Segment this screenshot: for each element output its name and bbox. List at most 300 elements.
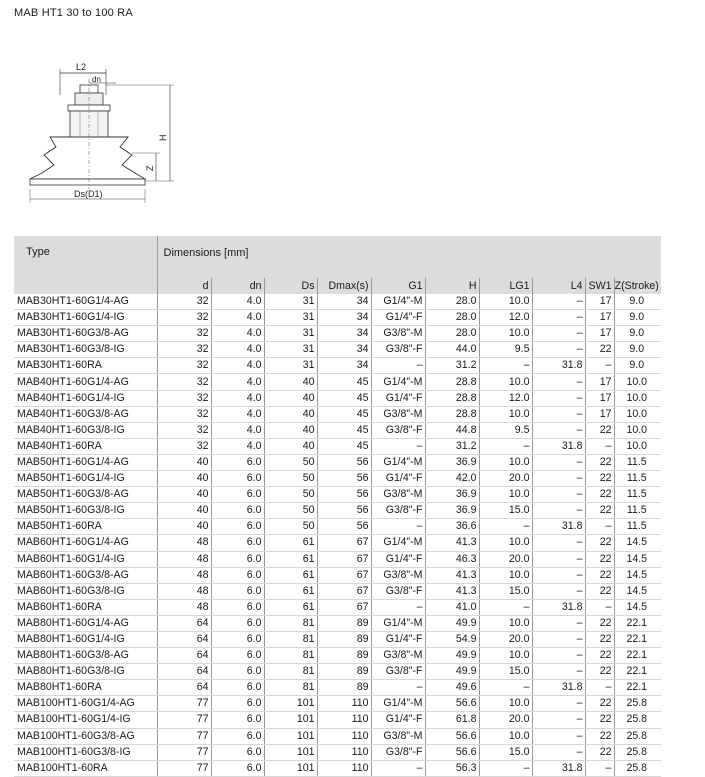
value-cell: 56 — [317, 487, 371, 503]
value-cell: – — [532, 664, 585, 680]
value-cell: – — [532, 615, 585, 631]
value-cell: 10.0 — [479, 294, 532, 310]
value-cell: 4.0 — [211, 406, 264, 422]
value-cell: 10.0 — [479, 567, 532, 583]
value-cell: 32 — [157, 294, 211, 310]
value-cell: – — [532, 583, 585, 599]
value-cell: 56 — [317, 454, 371, 470]
type-cell: MAB100HT1-60G3/8-IG — [14, 744, 157, 760]
type-cell: MAB60HT1-60G1/4-AG — [14, 535, 157, 551]
value-cell: – — [532, 390, 585, 406]
value-cell: 9.5 — [479, 342, 532, 358]
value-cell: 22 — [585, 471, 614, 487]
value-cell: 22 — [585, 648, 614, 664]
value-cell: 61 — [264, 599, 317, 615]
value-cell: 56.6 — [425, 696, 479, 712]
value-cell: 6.0 — [211, 487, 264, 503]
value-cell: 15.0 — [479, 503, 532, 519]
value-cell: 31.8 — [532, 358, 585, 374]
value-cell: 50 — [264, 454, 317, 470]
z-label: Z — [145, 165, 155, 171]
type-cell: MAB40HT1-60RA — [14, 438, 157, 454]
value-cell: – — [371, 599, 425, 615]
value-cell: 77 — [157, 696, 211, 712]
value-cell: 34 — [317, 358, 371, 374]
value-cell: 81 — [264, 680, 317, 696]
value-cell: 12.0 — [479, 390, 532, 406]
value-cell: 22 — [585, 454, 614, 470]
value-cell: 81 — [264, 664, 317, 680]
value-cell: G1/4"-M — [371, 374, 425, 390]
value-cell: – — [532, 567, 585, 583]
value-cell: 40 — [157, 454, 211, 470]
value-cell: – — [532, 310, 585, 326]
value-cell: 9.0 — [614, 310, 661, 326]
value-cell: G3/8"-F — [371, 342, 425, 358]
table-row — [14, 535, 661, 551]
type-cell: MAB80HT1-60G3/8-AG — [14, 648, 157, 664]
value-cell: 36.6 — [425, 519, 479, 535]
value-cell: – — [479, 438, 532, 454]
value-cell: 48 — [157, 599, 211, 615]
value-cell: 28.8 — [425, 390, 479, 406]
value-cell: 10.0 — [479, 406, 532, 422]
value-cell: 10.0 — [479, 728, 532, 744]
value-cell: 11.5 — [614, 454, 661, 470]
value-cell: 48 — [157, 551, 211, 567]
value-cell: 101 — [264, 712, 317, 728]
value-cell: 28.8 — [425, 406, 479, 422]
value-cell: 25.8 — [614, 728, 661, 744]
value-cell: 40 — [157, 519, 211, 535]
value-cell: 101 — [264, 696, 317, 712]
value-cell: – — [371, 760, 425, 776]
value-cell: 6.0 — [211, 631, 264, 647]
table-row — [14, 760, 661, 776]
value-cell: G1/4"-F — [371, 390, 425, 406]
value-cell: 28.8 — [425, 374, 479, 390]
value-cell: 56 — [317, 471, 371, 487]
value-cell: 10.0 — [614, 422, 661, 438]
value-cell: 4.0 — [211, 294, 264, 310]
value-cell: 41.0 — [425, 599, 479, 615]
value-cell: 22 — [585, 696, 614, 712]
value-cell: 22 — [585, 551, 614, 567]
value-cell: 31 — [264, 342, 317, 358]
value-cell: 46.3 — [425, 551, 479, 567]
value-cell: – — [532, 374, 585, 390]
value-cell: 40 — [157, 471, 211, 487]
value-cell: 40 — [264, 438, 317, 454]
value-cell: 49.9 — [425, 664, 479, 680]
type-cell: MAB80HT1-60G3/8-IG — [14, 664, 157, 680]
value-cell: 28.0 — [425, 294, 479, 310]
value-cell: G1/4"-M — [371, 696, 425, 712]
value-cell: 61 — [264, 567, 317, 583]
value-cell: 77 — [157, 712, 211, 728]
value-cell: 31 — [264, 294, 317, 310]
table-row — [14, 551, 661, 567]
type-cell: MAB100HT1-60RA — [14, 760, 157, 776]
type-cell: MAB100HT1-60G3/8-AG — [14, 728, 157, 744]
value-cell: 50 — [264, 487, 317, 503]
value-cell: 9.0 — [614, 326, 661, 342]
value-cell: 89 — [317, 648, 371, 664]
value-cell: 4.0 — [211, 438, 264, 454]
value-cell: 48 — [157, 567, 211, 583]
type-cell: MAB40HT1-60G1/4-AG — [14, 374, 157, 390]
value-cell: 110 — [317, 744, 371, 760]
value-cell: 6.0 — [211, 696, 264, 712]
value-cell: 22 — [585, 487, 614, 503]
value-cell: – — [532, 342, 585, 358]
value-cell: 40 — [157, 503, 211, 519]
value-cell: 6.0 — [211, 744, 264, 760]
value-cell: 25.8 — [614, 696, 661, 712]
value-cell: 67 — [317, 551, 371, 567]
value-cell: 56 — [317, 503, 371, 519]
value-cell: 89 — [317, 680, 371, 696]
value-cell: 20.0 — [479, 471, 532, 487]
value-cell: 48 — [157, 535, 211, 551]
table-row — [14, 599, 661, 615]
value-cell: 40 — [264, 422, 317, 438]
value-cell: 32 — [157, 390, 211, 406]
type-cell: MAB60HT1-60G3/8-IG — [14, 583, 157, 599]
value-cell: – — [585, 760, 614, 776]
value-cell: 12.0 — [479, 310, 532, 326]
value-cell: 6.0 — [211, 664, 264, 680]
table-row — [14, 503, 661, 519]
column-header: dn — [211, 278, 264, 294]
value-cell: 101 — [264, 760, 317, 776]
value-cell: 22 — [585, 712, 614, 728]
value-cell: – — [585, 438, 614, 454]
h-label: H — [158, 134, 168, 141]
table-row — [14, 454, 661, 470]
table-row — [14, 390, 661, 406]
value-cell: 22 — [585, 631, 614, 647]
value-cell: 61 — [264, 551, 317, 567]
value-cell: 17 — [585, 294, 614, 310]
table-row — [14, 519, 661, 535]
value-cell: G1/4"-F — [371, 712, 425, 728]
value-cell: 61.8 — [425, 712, 479, 728]
table-row — [14, 631, 661, 647]
value-cell: 22.1 — [614, 648, 661, 664]
value-cell: 81 — [264, 648, 317, 664]
value-cell: – — [532, 294, 585, 310]
value-cell: – — [371, 358, 425, 374]
value-cell: 6.0 — [211, 535, 264, 551]
value-cell: 49.6 — [425, 680, 479, 696]
table-row — [14, 406, 661, 422]
table-row — [14, 567, 661, 583]
value-cell: 36.9 — [425, 454, 479, 470]
column-header: L4 — [532, 278, 585, 294]
value-cell: 22 — [585, 728, 614, 744]
value-cell: G1/4"-F — [371, 310, 425, 326]
value-cell: 32 — [157, 422, 211, 438]
value-cell: 64 — [157, 615, 211, 631]
value-cell: 22 — [585, 503, 614, 519]
value-cell: 14.5 — [614, 583, 661, 599]
table-row — [14, 326, 661, 342]
value-cell: 10.0 — [614, 406, 661, 422]
dn-label: dn — [92, 75, 101, 84]
value-cell: 6.0 — [211, 760, 264, 776]
value-cell: 9.0 — [614, 358, 661, 374]
value-cell: 40 — [157, 487, 211, 503]
table-row — [14, 728, 661, 744]
table-row — [14, 438, 661, 454]
value-cell: 64 — [157, 680, 211, 696]
value-cell: 31.8 — [532, 599, 585, 615]
value-cell: 77 — [157, 728, 211, 744]
value-cell: – — [585, 680, 614, 696]
type-cell: MAB80HT1-60RA — [14, 680, 157, 696]
value-cell: 14.5 — [614, 535, 661, 551]
value-cell: 56.6 — [425, 728, 479, 744]
value-cell: G3/8"-F — [371, 503, 425, 519]
value-cell: – — [585, 519, 614, 535]
value-cell: 14.5 — [614, 567, 661, 583]
value-cell: 25.8 — [614, 712, 661, 728]
value-cell: 49.9 — [425, 615, 479, 631]
value-cell: – — [532, 728, 585, 744]
value-cell: 56.3 — [425, 760, 479, 776]
column-header: Dmax(s) — [317, 278, 371, 294]
value-cell: G3/8"-M — [371, 648, 425, 664]
type-cell: MAB50HT1-60G1/4-IG — [14, 471, 157, 487]
value-cell: – — [479, 760, 532, 776]
type-cell: MAB40HT1-60G1/4-IG — [14, 390, 157, 406]
type-cell: MAB40HT1-60G3/8-AG — [14, 406, 157, 422]
table-row — [14, 664, 661, 680]
value-cell: 6.0 — [211, 583, 264, 599]
value-cell: 22 — [585, 583, 614, 599]
value-cell: 32 — [157, 310, 211, 326]
value-cell: 67 — [317, 599, 371, 615]
value-cell: G1/4"-M — [371, 454, 425, 470]
value-cell: 14.5 — [614, 551, 661, 567]
value-cell: G1/4"-F — [371, 631, 425, 647]
value-cell: 34 — [317, 342, 371, 358]
type-cell: MAB80HT1-60G1/4-AG — [14, 615, 157, 631]
value-cell: 11.5 — [614, 471, 661, 487]
column-header: Z(Stroke) — [614, 278, 661, 294]
value-cell: 89 — [317, 631, 371, 647]
value-cell: 22 — [585, 615, 614, 631]
value-cell: 32 — [157, 374, 211, 390]
value-cell: 22.1 — [614, 615, 661, 631]
value-cell: G1/4"-M — [371, 615, 425, 631]
value-cell: 20.0 — [479, 712, 532, 728]
value-cell: 25.8 — [614, 760, 661, 776]
value-cell: 45 — [317, 390, 371, 406]
table-row — [14, 680, 661, 696]
suction-cup-drawing — [20, 55, 180, 205]
value-cell: G3/8"-M — [371, 728, 425, 744]
value-cell: 17 — [585, 390, 614, 406]
table-row — [14, 583, 661, 599]
column-header: SW1 — [585, 278, 614, 294]
value-cell: G1/4"-M — [371, 294, 425, 310]
table-row — [14, 374, 661, 390]
l2-label: L2 — [76, 62, 87, 72]
value-cell: – — [532, 487, 585, 503]
type-cell: MAB30HT1-60G1/4-AG — [14, 294, 157, 310]
dimensions-table — [14, 236, 661, 777]
value-cell: 42.0 — [425, 471, 479, 487]
column-header: G1 — [371, 278, 425, 294]
value-cell: – — [532, 422, 585, 438]
value-cell: – — [532, 712, 585, 728]
value-cell: 77 — [157, 760, 211, 776]
value-cell: 50 — [264, 471, 317, 487]
column-header: d — [157, 278, 211, 294]
value-cell: 110 — [317, 728, 371, 744]
value-cell: 31.8 — [532, 680, 585, 696]
value-cell: 61 — [264, 583, 317, 599]
value-cell: 10.0 — [479, 615, 532, 631]
value-cell: 56 — [317, 519, 371, 535]
value-cell: 22 — [585, 567, 614, 583]
value-cell: 22.1 — [614, 664, 661, 680]
value-cell: 9.0 — [614, 294, 661, 310]
value-cell: 67 — [317, 567, 371, 583]
value-cell: – — [371, 680, 425, 696]
value-cell: 17 — [585, 406, 614, 422]
value-cell: 9.5 — [479, 422, 532, 438]
value-cell: 40 — [264, 390, 317, 406]
value-cell: 22 — [585, 664, 614, 680]
ds-label: Ds(D1) — [74, 189, 103, 199]
value-cell: – — [371, 438, 425, 454]
table-row — [14, 615, 661, 631]
type-cell: MAB50HT1-60G1/4-AG — [14, 454, 157, 470]
value-cell: – — [532, 696, 585, 712]
value-cell: 61 — [264, 535, 317, 551]
value-cell: 56.6 — [425, 744, 479, 760]
value-cell: 32 — [157, 406, 211, 422]
value-cell: 10.0 — [479, 326, 532, 342]
value-cell: 45 — [317, 438, 371, 454]
value-cell: 22.1 — [614, 680, 661, 696]
value-cell: 10.0 — [479, 648, 532, 664]
value-cell: 6.0 — [211, 599, 264, 615]
type-cell: MAB40HT1-60G3/8-IG — [14, 422, 157, 438]
value-cell: 14.5 — [614, 599, 661, 615]
type-cell: MAB50HT1-60RA — [14, 519, 157, 535]
value-cell: 4.0 — [211, 374, 264, 390]
value-cell: – — [532, 551, 585, 567]
value-cell: G1/4"-M — [371, 535, 425, 551]
value-cell: 20.0 — [479, 551, 532, 567]
value-cell: 6.0 — [211, 551, 264, 567]
type-cell: MAB30HT1-60G1/4-IG — [14, 310, 157, 326]
value-cell: 11.5 — [614, 519, 661, 535]
value-cell: G3/8"-M — [371, 326, 425, 342]
value-cell: G3/8"-F — [371, 744, 425, 760]
value-cell: 40 — [264, 374, 317, 390]
table-row — [14, 342, 661, 358]
value-cell: 10.0 — [479, 454, 532, 470]
value-cell: 67 — [317, 583, 371, 599]
value-cell: 6.0 — [211, 712, 264, 728]
value-cell: 64 — [157, 631, 211, 647]
column-header: H — [425, 278, 479, 294]
value-cell: 10.0 — [479, 696, 532, 712]
value-cell: 34 — [317, 294, 371, 310]
type-cell: MAB50HT1-60G3/8-IG — [14, 503, 157, 519]
value-cell: 32 — [157, 342, 211, 358]
value-cell: 6.0 — [211, 680, 264, 696]
value-cell: 48 — [157, 583, 211, 599]
value-cell: 49.9 — [425, 648, 479, 664]
value-cell: 9.0 — [614, 342, 661, 358]
value-cell: 15.0 — [479, 664, 532, 680]
value-cell: 6.0 — [211, 615, 264, 631]
value-cell: 6.0 — [211, 519, 264, 535]
table-row — [14, 471, 661, 487]
value-cell: 15.0 — [479, 583, 532, 599]
type-cell: MAB60HT1-60G3/8-AG — [14, 567, 157, 583]
value-cell: 31.2 — [425, 438, 479, 454]
value-cell: 22 — [585, 535, 614, 551]
value-cell: 41.3 — [425, 567, 479, 583]
type-cell: MAB60HT1-60G1/4-IG — [14, 551, 157, 567]
type-cell: MAB100HT1-60G1/4-AG — [14, 696, 157, 712]
table-row — [14, 648, 661, 664]
value-cell: – — [532, 535, 585, 551]
value-cell: G3/8"-F — [371, 422, 425, 438]
table-row — [14, 310, 661, 326]
value-cell: 50 — [264, 503, 317, 519]
value-cell: 101 — [264, 728, 317, 744]
value-cell: – — [479, 358, 532, 374]
value-cell: – — [532, 406, 585, 422]
value-cell: 36.9 — [425, 487, 479, 503]
value-cell: 6.0 — [211, 728, 264, 744]
type-cell: MAB100HT1-60G1/4-IG — [14, 712, 157, 728]
value-cell: 81 — [264, 631, 317, 647]
value-cell: – — [532, 744, 585, 760]
value-cell: G1/4"-F — [371, 471, 425, 487]
table-row — [14, 696, 661, 712]
type-cell: MAB30HT1-60RA — [14, 358, 157, 374]
value-cell: 6.0 — [211, 471, 264, 487]
table-row — [14, 487, 661, 503]
value-cell: 44.8 — [425, 422, 479, 438]
value-cell: G3/8"-F — [371, 664, 425, 680]
value-cell: 31.8 — [532, 760, 585, 776]
page-title: MAB HT1 30 to 100 RA — [14, 7, 133, 19]
value-cell: – — [532, 503, 585, 519]
column-header: Ds — [264, 278, 317, 294]
value-cell: 31 — [264, 310, 317, 326]
value-cell: 31.8 — [532, 519, 585, 535]
type-cell: MAB50HT1-60G3/8-AG — [14, 487, 157, 503]
value-cell: G3/8"-M — [371, 567, 425, 583]
value-cell: 4.0 — [211, 358, 264, 374]
type-cell: MAB80HT1-60G1/4-IG — [14, 631, 157, 647]
value-cell: G3/8"-M — [371, 406, 425, 422]
table-row — [14, 712, 661, 728]
type-cell: MAB60HT1-60RA — [14, 599, 157, 615]
value-cell: 67 — [317, 535, 371, 551]
value-cell: G3/8"-M — [371, 487, 425, 503]
